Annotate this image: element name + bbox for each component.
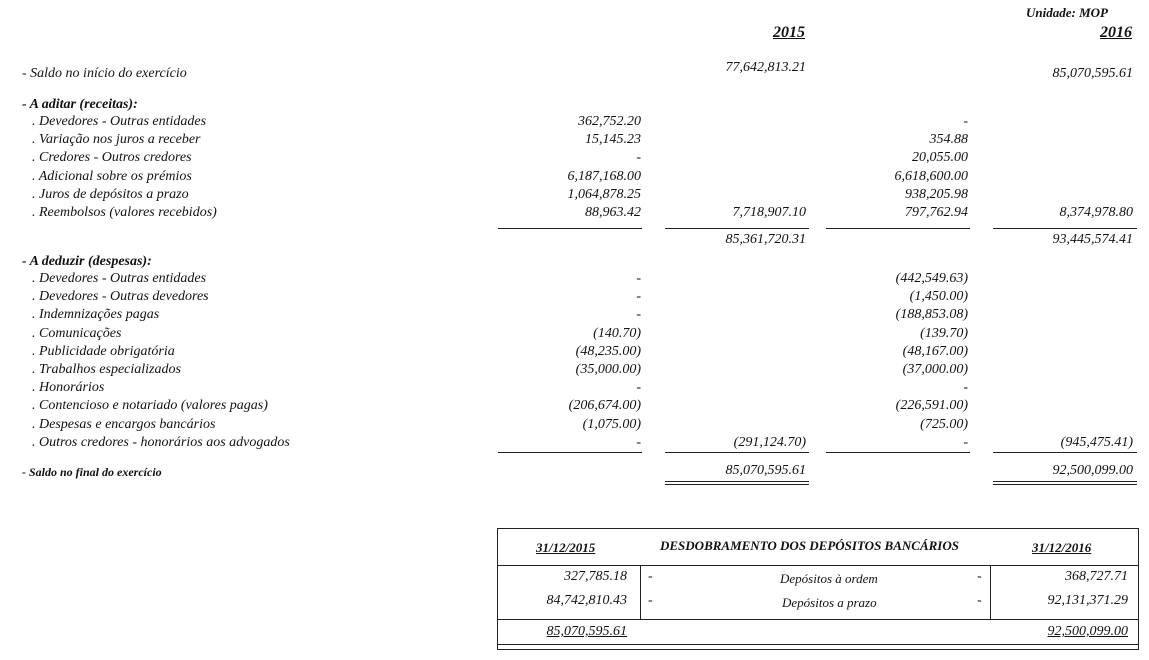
line-item-2016: 20,055.00: [912, 150, 968, 166]
deposits-dash: -: [648, 593, 653, 608]
line-item-label: . Juros de depósitos a prazo: [32, 186, 189, 202]
line-item-label: . Devedores - Outras entidades: [32, 114, 207, 129]
deposits-date-2015: 31/12/2015: [536, 540, 596, 555]
line-item-2016: (226,591.00): [895, 398, 968, 414]
opening-balance-2015: 77,642,813.21: [725, 60, 806, 75]
deposits-dash: -: [977, 593, 982, 608]
line-item-2015: (206,674.00): [568, 398, 641, 414]
line-item-label: . Devedores - Outras entidades: [32, 271, 207, 286]
line-item-2016: -: [963, 114, 968, 129]
deposits-body-rule: [498, 619, 1138, 620]
line-item-label: . Reembolsos (valores recebidos): [32, 205, 217, 220]
section-total-2016: 8,374,978.80: [1059, 205, 1133, 220]
deductions-2015-rule: [498, 452, 642, 453]
deposits-demand-2016: 368,727.71: [1065, 569, 1128, 584]
line-item-2016: (48,167.00): [902, 343, 968, 359]
deposits-term-2015: 84,742,810.43: [546, 593, 627, 608]
line-item-label: . Publicidade obrigatória: [32, 343, 175, 359]
section-total-2015: (291,124.70): [733, 434, 806, 450]
line-item-label: . Trabalhos especializados: [32, 362, 181, 377]
deposits-term-2016: 92,131,371.29: [1047, 593, 1128, 608]
closing-2016-double-rule: [993, 481, 1137, 485]
section-total-2015: 7,718,907.10: [732, 205, 806, 220]
deposits-dash: -: [648, 569, 653, 584]
line-item-2016: 797,762.94: [905, 205, 968, 220]
line-item-2015: (48,235.00): [575, 343, 641, 359]
line-item-2015: -: [636, 434, 641, 450]
deposits-dash: -: [977, 569, 982, 584]
year-2015-header: 2015: [773, 24, 805, 41]
deposits-total-2015: 85,070,595.61: [546, 624, 627, 639]
line-item-label: . Despesas e encargos bancários: [32, 416, 216, 432]
deposits-col-sep-left: [640, 566, 641, 619]
line-item-label: . Indemnizações pagas: [32, 307, 160, 323]
additions-2016-rule: [826, 228, 970, 229]
section-total-2016: (945,475.41): [1060, 434, 1133, 450]
line-item-2015: 362,752.20: [578, 114, 641, 129]
line-item-label: . Variação nos juros a receber: [32, 132, 201, 148]
unit-label: Unidade: MOP: [1026, 5, 1108, 20]
line-item-label: . Adicional sobre os prémios: [32, 168, 192, 184]
line-item-label: . Contencioso e notariado (valores pagas): [32, 398, 268, 414]
deposits-total-rule: [498, 644, 1138, 645]
opening-balance-2016: 85,070,595.61: [1052, 66, 1133, 81]
line-item-2016: (37,000.00): [902, 362, 968, 377]
line-item-label: . Comunicações: [32, 325, 122, 341]
deposits-demand-2015: 327,785.18: [564, 569, 627, 584]
closing-2015-double-rule: [665, 481, 809, 485]
additions-title: - A aditar (receitas):: [22, 97, 138, 112]
line-item-2016: 938,205.98: [905, 186, 968, 202]
deposits-term-label: Depósitos a prazo: [782, 595, 877, 610]
line-item-2016: (1,450.00): [909, 289, 968, 305]
year-2016-header: 2016: [1100, 24, 1132, 41]
deductions-2015-total-rule: [665, 452, 809, 453]
line-item-2016: -: [963, 380, 968, 396]
line-item-2016: (139.70): [920, 325, 968, 341]
additions-2015-total-rule: [665, 228, 809, 229]
deductions-2016-rule: [826, 452, 970, 453]
line-item-2015: -: [636, 289, 641, 305]
line-item-label: . Honorários: [32, 380, 105, 396]
line-item-2015: (35,000.00): [575, 362, 641, 377]
line-item-2015: 6,187,168.00: [567, 168, 641, 184]
additions-2015-rule: [498, 228, 642, 229]
closing-balance-2016: 92,500,099.00: [1052, 463, 1133, 478]
closing-balance-2015: 85,070,595.61: [725, 463, 806, 478]
deposits-header-rule: [498, 565, 1138, 566]
line-item-2015: (140.70): [593, 325, 641, 341]
deposits-col-sep-right: [990, 566, 991, 619]
line-item-label: . Outros credores - honorários aos advogados: [32, 434, 290, 450]
deposits-total-2016: 92,500,099.00: [1047, 624, 1128, 639]
opening-balance-label: - Saldo no início do exercício: [22, 66, 187, 81]
line-item-2015: 15,145.23: [585, 132, 641, 148]
line-item-2016: (725.00): [920, 416, 968, 432]
additions-2016-total-rule: [993, 228, 1137, 229]
line-item-2016: -: [963, 434, 968, 450]
line-item-2016: 6,618,600.00: [894, 168, 968, 184]
line-item-2015: 88,963.42: [585, 205, 641, 220]
line-item-2015: 1,064,878.25: [567, 186, 641, 202]
additions-subtotal-2015: 85,361,720.31: [725, 232, 806, 247]
deductions-2016-total-rule: [993, 452, 1137, 453]
line-item-label: . Credores - Outros credores: [32, 150, 192, 166]
line-item-2015: -: [636, 150, 641, 166]
line-item-2016: 354.88: [929, 132, 968, 148]
line-item-2015: -: [636, 307, 641, 323]
additions-subtotal-2016: 93,445,574.41: [1052, 232, 1133, 247]
line-item-2016: (188,853.08): [895, 307, 968, 323]
line-item-label: . Devedores - Outras devedores: [32, 289, 209, 305]
line-item-2016: (442,549.63): [895, 271, 968, 286]
line-item-2015: -: [636, 271, 641, 286]
deductions-title: - A deduzir (despesas):: [22, 254, 152, 269]
deposits-date-2016: 31/12/2016: [1032, 540, 1092, 555]
deposits-demand-label: Depósitos à ordem: [780, 571, 878, 586]
line-item-2015: (1,075.00): [582, 416, 641, 432]
deposits-title: DESDOBRAMENTO DOS DEPÓSITOS BANCÁRIOS: [660, 538, 959, 553]
line-item-2015: -: [636, 380, 641, 396]
closing-balance-label: - Saldo no final do exercício: [22, 465, 162, 479]
